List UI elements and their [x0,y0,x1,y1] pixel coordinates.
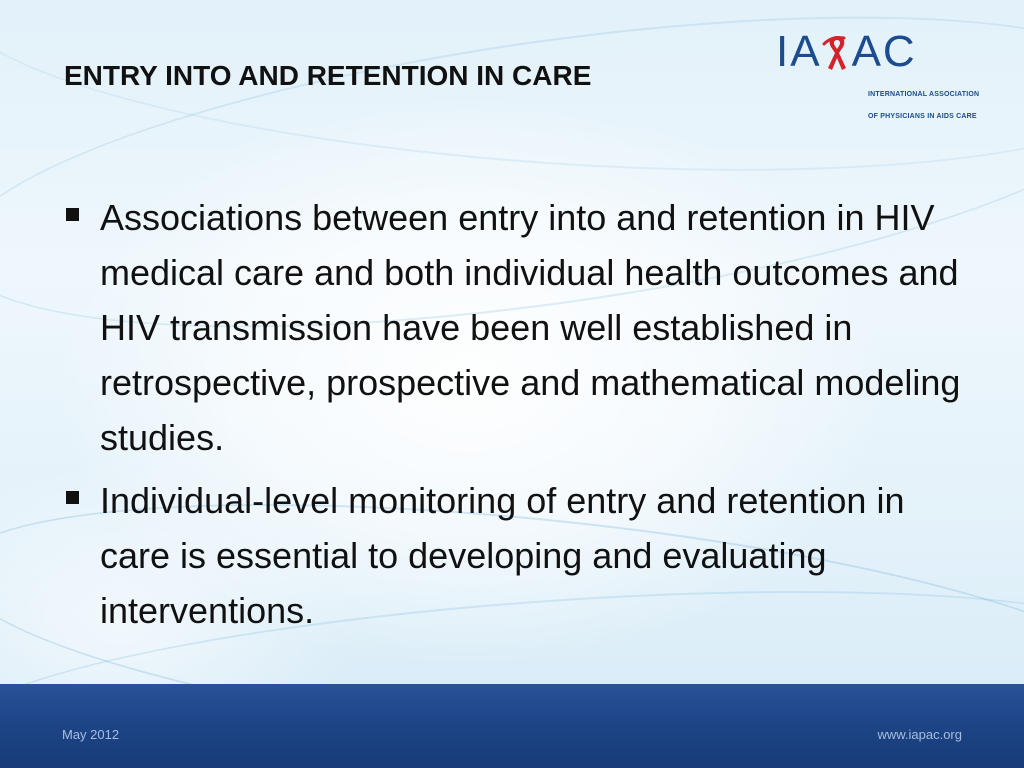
logo-tagline-line2: OF PHYSICIANS IN AIDS CARE [868,113,977,120]
logo-tagline-line1: INTERNATIONAL ASSOCIATION [868,91,980,98]
bullet-text: Associations between entry into and retention in HIV medical care and both individual health outcomes and HIV transmission have been well established in retrospective, prospective and mathematical modeling studies. [100,197,961,458]
slide-title: ENTRY INTO AND RETENTION IN CARE [64,60,592,91]
bullet-item [62,473,972,638]
logo-letters-left: IA [776,27,822,76]
bullet-item [62,190,972,465]
footer-url: www.iapac.org [877,727,962,742]
logo-wordmark [776,27,917,76]
square-bullet-icon [66,491,79,504]
footer-date: May 2012 [62,727,120,742]
iapac-logo [776,27,990,120]
square-bullet-icon [66,208,79,221]
logo-letters-right: AC [851,27,917,76]
red-ribbon-icon [822,30,852,74]
bullet-text: Individual-level monitoring of entry and retention in care is essential to developing and evaluating interventions. [100,480,905,631]
logo-tagline [868,78,979,133]
footer-bar [0,684,1024,768]
bullet-list [62,190,972,646]
